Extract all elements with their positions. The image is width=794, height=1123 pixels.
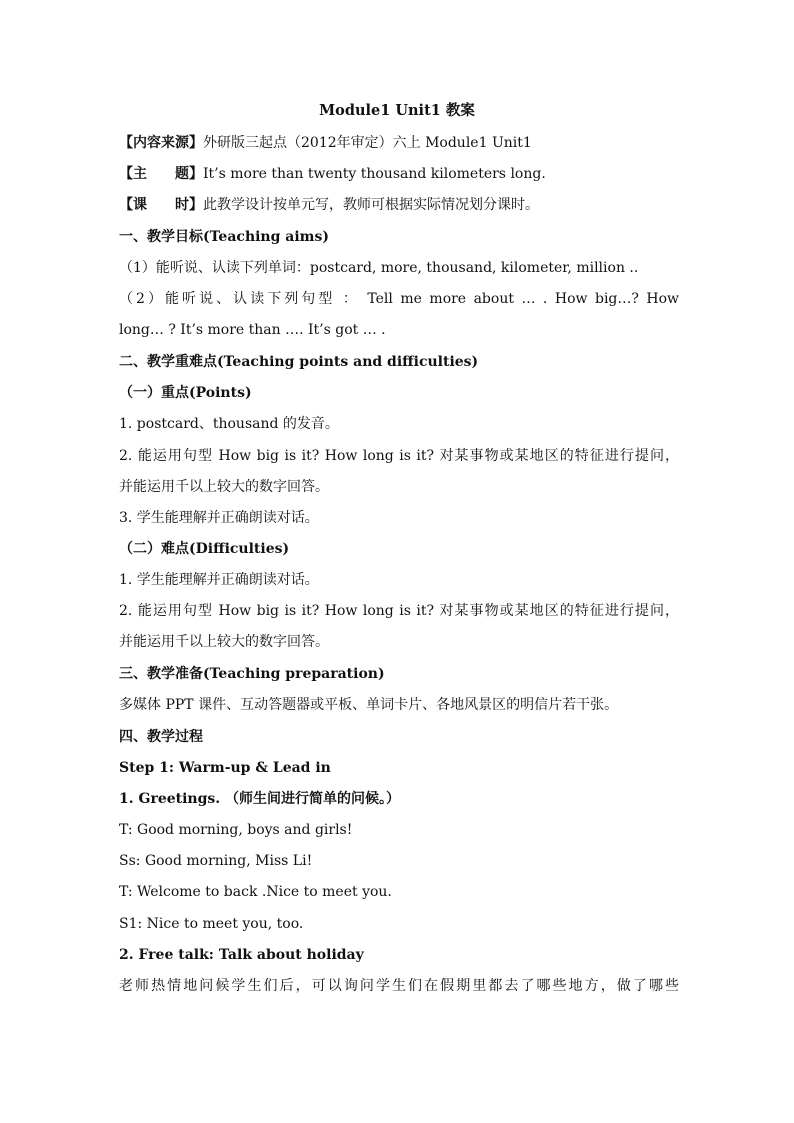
free-talk-text: 老师热情地问候学生们后，可以询问学生们在假期里都去了哪些地方，做了哪些 xyxy=(119,978,679,994)
meta-source-label: 【内容来源】 xyxy=(119,135,203,151)
difficulties-heading: （二）难点(Difficulties) xyxy=(119,541,290,557)
section-points-heading: 二、教学重难点(Teaching points and difficulties) xyxy=(119,354,479,370)
key-point-1: 1. postcard、thousand 的发音。 xyxy=(119,416,339,432)
aims-line-1: （1）能听说、认读下列单词：postcard, more, thousand, kilometer, million .. xyxy=(119,260,639,276)
key-point-2: 2. 能运用句型 How big is it? How long is it? 对某事物或某地区的特征进行提问， xyxy=(119,448,679,464)
section-process-heading: 四、教学过程 xyxy=(119,729,203,745)
dialog-line: Ss: Good morning, Miss Li! xyxy=(119,853,313,869)
meta-period-value: 此教学设计按单元写，教师可根据实际情况划分课时。 xyxy=(203,197,539,213)
key-points-heading: （一）重点(Points) xyxy=(119,385,252,401)
dialog-line: T: Welcome to back .Nice to meet you. xyxy=(119,884,392,900)
key-point-3: 3. 学生能理解并正确朗读对话。 xyxy=(119,510,319,526)
dialog-line: T: Good morning, boys and girls! xyxy=(119,822,353,838)
page-title: Module1 Unit1 教案 xyxy=(319,102,475,119)
key-point-2-cont: 并能运用千以上较大的数字回答。 xyxy=(119,479,329,495)
preparation-text: 多媒体 PPT 课件、互动答题器或平板、单词卡片、各地风景区的明信片若干张。 xyxy=(119,697,619,713)
section-aims-heading: 一、教学目标(Teaching aims) xyxy=(119,229,329,245)
meta-topic xyxy=(119,164,679,184)
difficulty-2-cont: 并能运用千以上较大的数字回答。 xyxy=(119,634,329,650)
difficulty-1: 1. 学生能理解并正确朗读对话。 xyxy=(119,572,319,588)
dialog-line: S1: Nice to meet you, too. xyxy=(119,916,304,932)
greetings-heading: 1. Greetings. （师生间进行简单的问候。） xyxy=(119,791,401,807)
meta-period-label: 【课 时】 xyxy=(119,197,203,213)
difficulty-2: 2. 能运用句型 How big is it? How long is it? 对某事物或某地区的特征进行提问， xyxy=(119,603,679,619)
meta-source-value: 外研版三起点（2012年审定）六上 Module1 Unit1 xyxy=(203,135,532,151)
free-talk-heading: 2. Free talk: Talk about holiday xyxy=(119,947,364,963)
aims-line-2: （2）能听说、认读下列句型 ： Tell me more about … . How big…? How xyxy=(119,291,679,307)
meta-topic-value: It’s more than twenty thousand kilometers long. xyxy=(203,166,546,182)
meta-period xyxy=(119,195,679,215)
step-1-heading: Step 1: Warm-up & Lead in xyxy=(119,760,331,776)
meta-topic-label: 【主 题】 xyxy=(119,166,203,182)
aims-line-2-cont: long… ? It’s more than …. It’s got … . xyxy=(119,322,386,338)
section-preparation-heading: 三、教学准备(Teaching preparation) xyxy=(119,666,385,682)
meta-source xyxy=(119,133,679,153)
